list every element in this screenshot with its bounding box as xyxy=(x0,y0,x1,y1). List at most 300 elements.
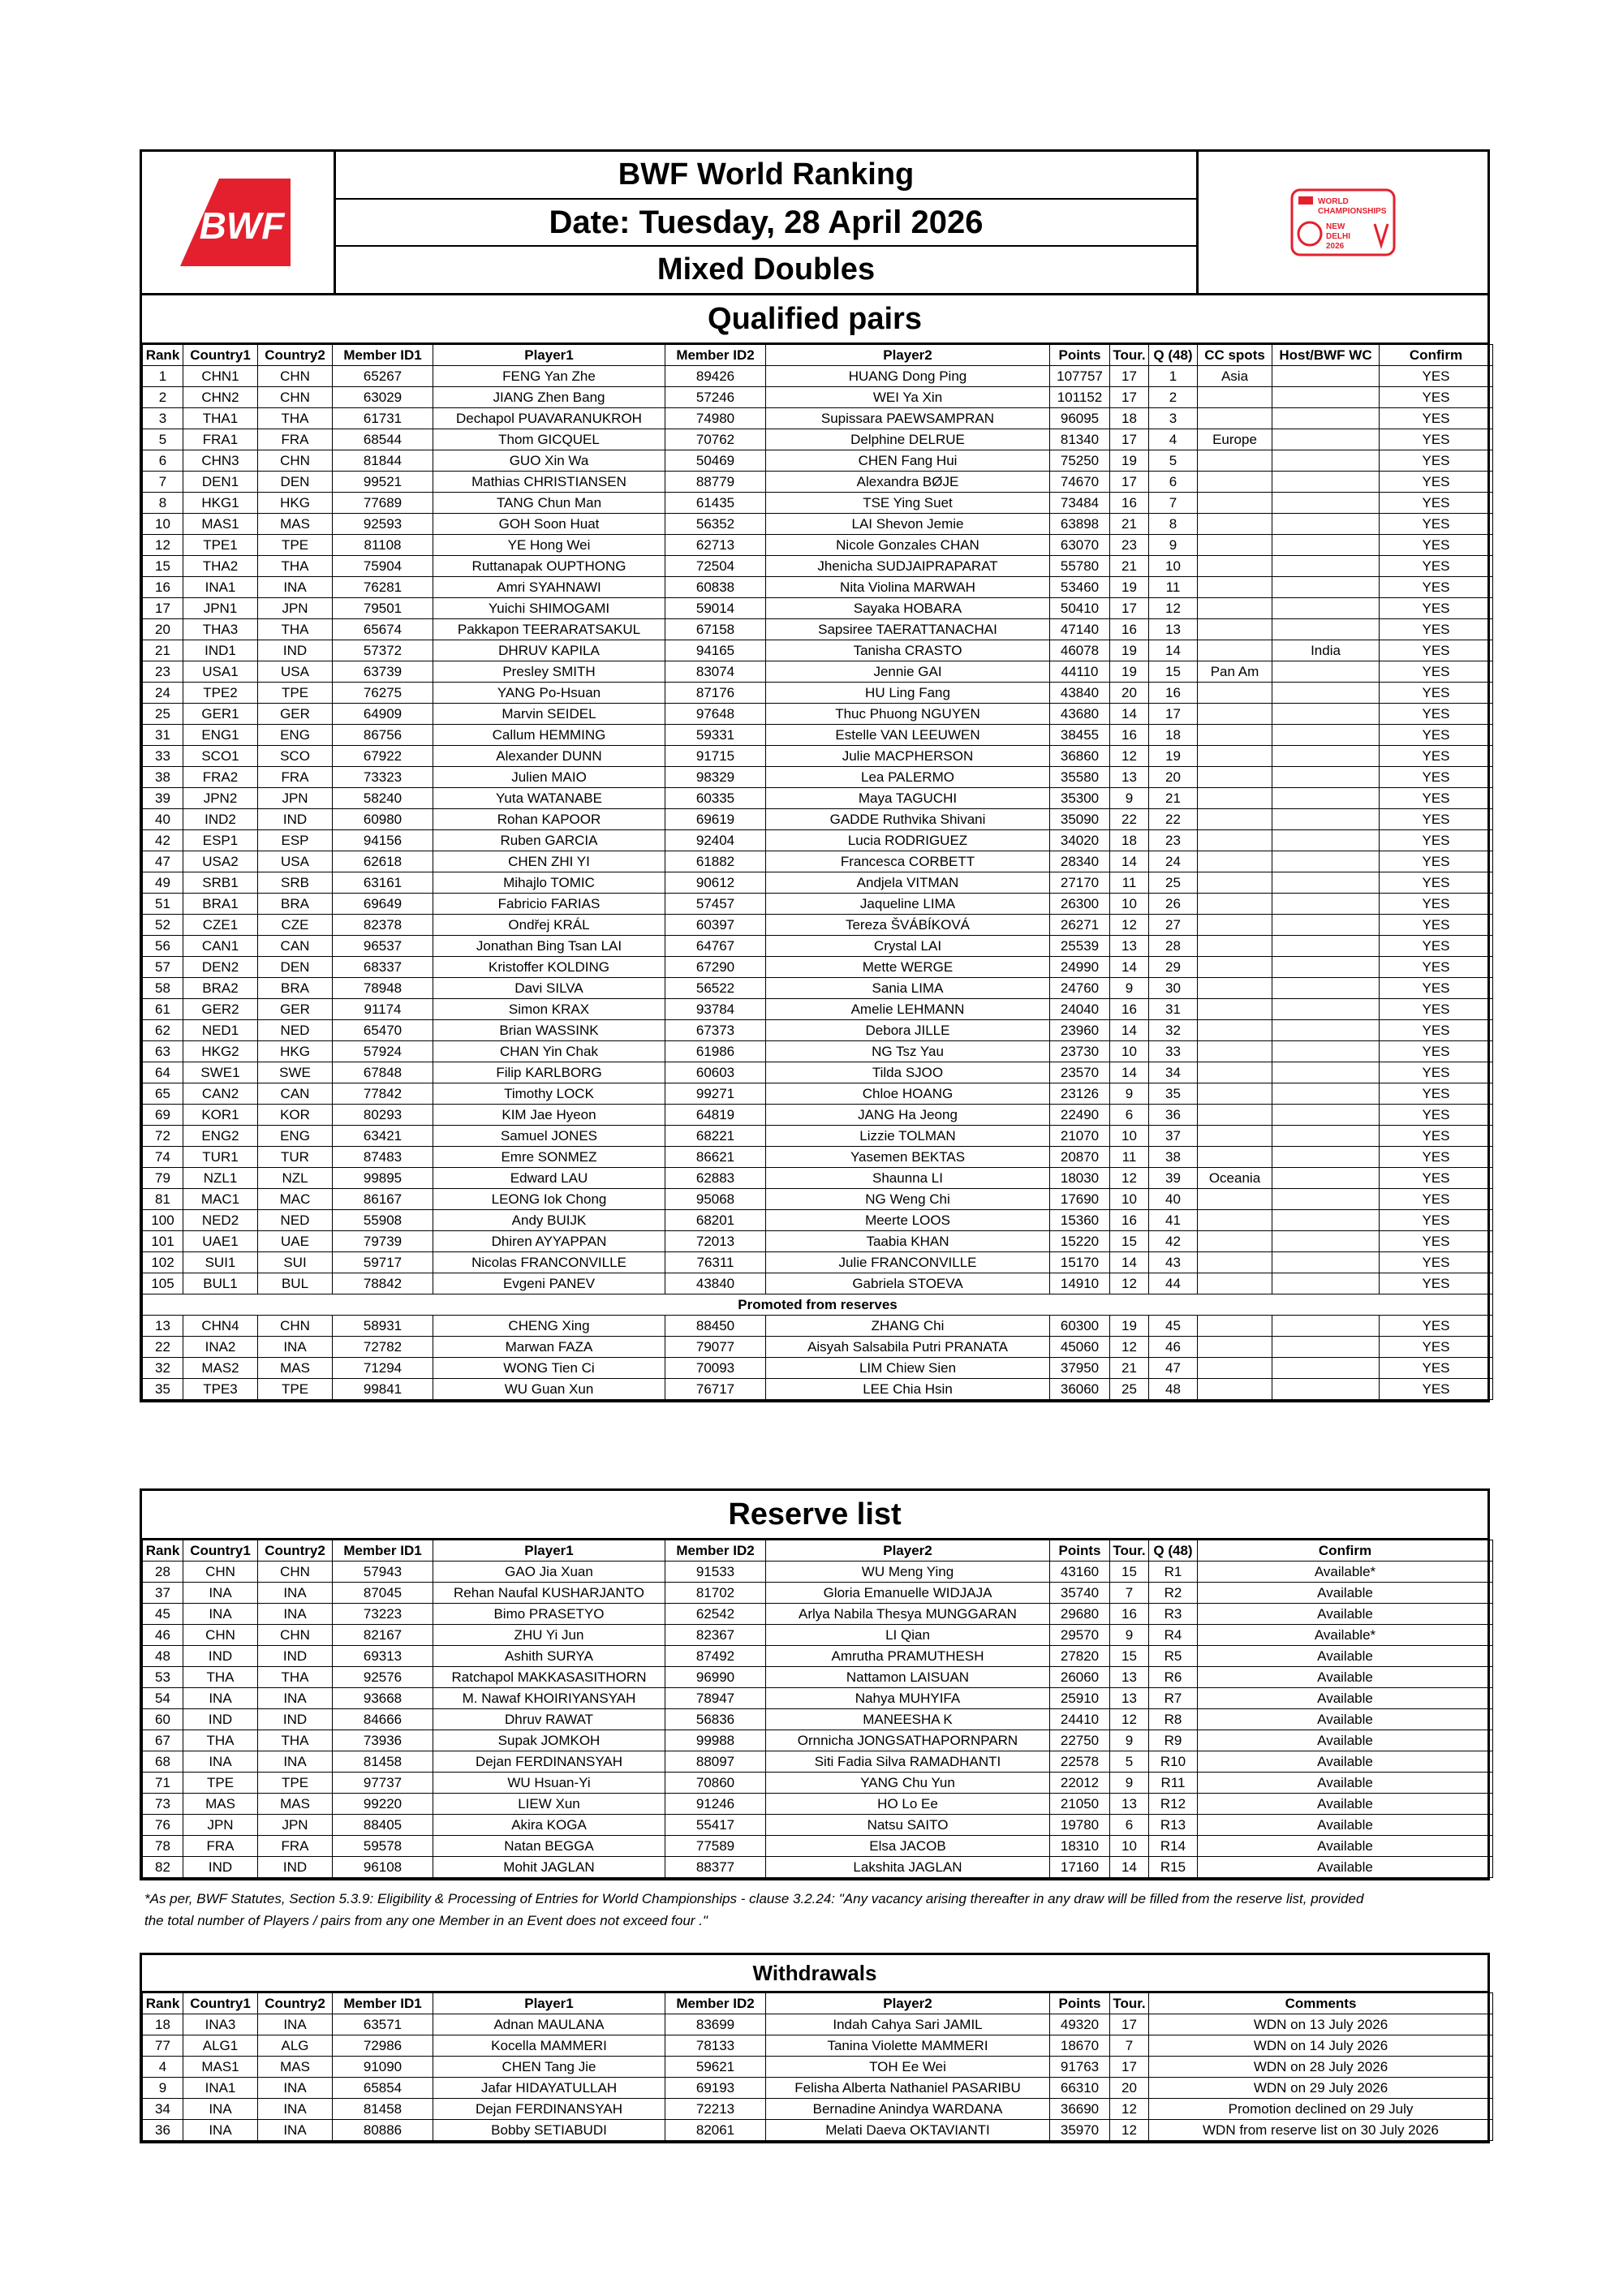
promoted-row xyxy=(143,1358,1493,1379)
qualified-cell: JANG Ha Jeong xyxy=(766,1105,1050,1126)
promoted-cell: 22 xyxy=(143,1337,183,1358)
qualified-cell: YES xyxy=(1380,1189,1493,1210)
reserve-cell: R7 xyxy=(1149,1688,1198,1709)
withdrawals-cell: CHEN Tang Jie xyxy=(433,2057,665,2078)
reserve-cell: 68 xyxy=(143,1751,183,1773)
qualified-cell: 62713 xyxy=(665,535,766,556)
qualified-cell xyxy=(1198,915,1272,936)
qualified-cell: NZL1 xyxy=(183,1168,258,1189)
qualified-cell: UAE xyxy=(258,1231,333,1252)
qualified-cell: FRA xyxy=(258,429,333,450)
reserve-cell: CHN xyxy=(258,1562,333,1583)
qualified-cell: 9 xyxy=(1110,1083,1149,1105)
reserve-cell: Available xyxy=(1198,1709,1493,1730)
reserve-cell: IND xyxy=(258,1709,333,1730)
qualified-cell: Sania LIMA xyxy=(766,978,1050,999)
reserve-cell: 60 xyxy=(143,1709,183,1730)
qualified-row xyxy=(143,619,1493,640)
qualified-cell: 12 xyxy=(143,535,183,556)
promoted-cell xyxy=(1198,1358,1272,1379)
qualified-cell: YES xyxy=(1380,915,1493,936)
withdrawals-cell: WDN on 14 July 2026 xyxy=(1149,2035,1493,2057)
reserve-cell: 59578 xyxy=(333,1836,433,1857)
withdrawals-cell: ALG1 xyxy=(183,2035,258,2057)
qualified-cell: 69 xyxy=(143,1105,183,1126)
reserve-cell: 6 xyxy=(1110,1815,1149,1836)
qualified-cell: 11 xyxy=(1110,1147,1149,1168)
qualified-cell: MAS xyxy=(258,514,333,535)
qualified-cell: YES xyxy=(1380,767,1493,788)
qualified-cell: Estelle VAN LEEUWEN xyxy=(766,725,1050,746)
reserve-cell: 16 xyxy=(1110,1604,1149,1625)
reserve-cell: R6 xyxy=(1149,1667,1198,1688)
promoted-cell xyxy=(1272,1358,1380,1379)
qualified-row xyxy=(143,429,1493,450)
reserve-cell: Nahya MUHYIFA xyxy=(766,1688,1050,1709)
qualified-cell: 46078 xyxy=(1050,640,1110,661)
reserve-cell: CHN xyxy=(183,1625,258,1646)
reserve-cell: 82167 xyxy=(333,1625,433,1646)
reserve-cell: 22578 xyxy=(1050,1751,1110,1773)
qualified-cell: 72 xyxy=(143,1126,183,1147)
qualified-cell: 15 xyxy=(143,556,183,577)
reserve-cell: IND xyxy=(258,1857,333,1878)
qualified-cell: 5 xyxy=(1149,450,1198,472)
qualified-cell xyxy=(1198,746,1272,767)
qualified-cell: Andy BUIJK xyxy=(433,1210,665,1231)
qualified-cell: Francesca CORBETT xyxy=(766,851,1050,872)
qualified-cell: YES xyxy=(1380,429,1493,450)
reserve-cell: 82367 xyxy=(665,1625,766,1646)
reserve-cell: CHN xyxy=(183,1562,258,1583)
qualified-cell: YES xyxy=(1380,1126,1493,1147)
qualified-cell: YES xyxy=(1380,851,1493,872)
qualified-cell: 61 xyxy=(143,999,183,1020)
qualified-cell xyxy=(1272,978,1380,999)
qualified-cell: SRB xyxy=(258,872,333,894)
qualified-cell: THA1 xyxy=(183,408,258,429)
reserve-header-row xyxy=(143,1540,1493,1562)
withdrawals-cell: Kocella MAMMERI xyxy=(433,2035,665,2057)
qualified-cell: Pan Am xyxy=(1198,661,1272,683)
promoted-cell xyxy=(1198,1316,1272,1337)
qualified-cell: 44110 xyxy=(1050,661,1110,683)
promoted-cell: 32 xyxy=(143,1358,183,1379)
reserve-cell: R9 xyxy=(1149,1730,1198,1751)
withdrawals-cell: 18 xyxy=(143,2014,183,2035)
qualified-cell: FRA1 xyxy=(183,429,258,450)
qualified-cell xyxy=(1198,978,1272,999)
qualified-cell: Debora JILLE xyxy=(766,1020,1050,1041)
reserve-cell: 19780 xyxy=(1050,1815,1110,1836)
qualified-cell: FRA xyxy=(258,767,333,788)
qualified-cell: Taabia KHAN xyxy=(766,1231,1050,1252)
qualified-cell: 60397 xyxy=(665,915,766,936)
qualified-cell: Europe xyxy=(1198,429,1272,450)
qualified-cell: 63029 xyxy=(333,387,433,408)
qualified-cell: 87176 xyxy=(665,683,766,704)
qualified-cell: 20870 xyxy=(1050,1147,1110,1168)
reserve-cell: Available xyxy=(1198,1730,1493,1751)
qualified-cell: GOH Soon Huat xyxy=(433,514,665,535)
reserve-cell: 24410 xyxy=(1050,1709,1110,1730)
qualified-cell xyxy=(1198,598,1272,619)
qualified-cell xyxy=(1198,788,1272,809)
qualified-cell: 35 xyxy=(1149,1083,1198,1105)
qualified-col-header: Host/BWF WC xyxy=(1272,345,1380,366)
qualified-row xyxy=(143,1273,1493,1294)
reserve-row xyxy=(143,1815,1493,1836)
qualified-cell: 21 xyxy=(1110,514,1149,535)
qualified-cell: 20 xyxy=(1149,767,1198,788)
qualified-cell: 1 xyxy=(1149,366,1198,387)
qualified-cell xyxy=(1272,999,1380,1020)
world-championships-logo xyxy=(1196,152,1487,293)
reserve-cell: 53 xyxy=(143,1667,183,1688)
qualified-cell: 57 xyxy=(143,957,183,978)
reserve-col-header: Points xyxy=(1050,1540,1110,1562)
qualified-cell xyxy=(1198,830,1272,851)
qualified-cell: 86621 xyxy=(665,1147,766,1168)
withdrawals-cell: 65854 xyxy=(333,2078,433,2099)
withdrawals-cell: MAS xyxy=(258,2057,333,2078)
reserve-cell: 13 xyxy=(1110,1667,1149,1688)
qualified-cell xyxy=(1272,767,1380,788)
withdrawals-cell: 12 xyxy=(1110,2099,1149,2120)
qualified-cell: 23730 xyxy=(1050,1041,1110,1062)
qualified-cell: 78948 xyxy=(333,978,433,999)
reserve-cell: 13 xyxy=(1110,1688,1149,1709)
reserve-cell: 45 xyxy=(143,1604,183,1625)
qualified-cell: 61882 xyxy=(665,851,766,872)
qualified-cell: 67158 xyxy=(665,619,766,640)
qualified-col-header: Player1 xyxy=(433,345,665,366)
qualified-cell: 15 xyxy=(1149,661,1198,683)
qualified-cell xyxy=(1198,1231,1272,1252)
qualified-cell: 36 xyxy=(1149,1105,1198,1126)
reserve-cell: 27820 xyxy=(1050,1646,1110,1667)
qualified-cell: THA xyxy=(258,619,333,640)
qualified-cell: 101152 xyxy=(1050,387,1110,408)
qualified-cell: 68337 xyxy=(333,957,433,978)
reserve-cell: Dhruv RAWAT xyxy=(433,1709,665,1730)
reserve-cell: WU Meng Ying xyxy=(766,1562,1050,1583)
qualified-cell: HUANG Dong Ping xyxy=(766,366,1050,387)
reserve-cell: Available xyxy=(1198,1794,1493,1815)
qualified-cell: 42 xyxy=(1149,1231,1198,1252)
qualified-cell: HU Ling Fang xyxy=(766,683,1050,704)
qualified-cell: 16 xyxy=(1110,619,1149,640)
qualified-cell: KIM Jae Hyeon xyxy=(433,1105,665,1126)
qualified-cell: ESP xyxy=(258,830,333,851)
qualified-cell: 19 xyxy=(1110,640,1149,661)
reserve-cell: 15 xyxy=(1110,1646,1149,1667)
svg-text:CHAMPIONSHIPS: CHAMPIONSHIPS xyxy=(1318,207,1387,216)
qualified-cell: 59331 xyxy=(665,725,766,746)
qualified-cell: 98329 xyxy=(665,767,766,788)
withdrawals-section xyxy=(140,1953,1490,2143)
document-header xyxy=(142,152,1487,295)
reserve-cell: INA xyxy=(258,1751,333,1773)
qualified-cell: 12 xyxy=(1110,746,1149,767)
promoted-cell: 47 xyxy=(1149,1358,1198,1379)
reserve-cell: 62542 xyxy=(665,1604,766,1625)
qualified-cell: YES xyxy=(1380,1273,1493,1294)
promoted-cell: WU Guan Xun xyxy=(433,1379,665,1400)
reserve-cell: 69313 xyxy=(333,1646,433,1667)
qualified-cell: 90612 xyxy=(665,872,766,894)
qualified-cell: 17 xyxy=(1110,387,1149,408)
withdrawals-cell: 20 xyxy=(1110,2078,1149,2099)
reserve-cell: 73 xyxy=(143,1794,183,1815)
promoted-cell: 37950 xyxy=(1050,1358,1110,1379)
qualified-cell xyxy=(1272,1041,1380,1062)
qualified-cell: 94156 xyxy=(333,830,433,851)
qualified-cell: 1 xyxy=(143,366,183,387)
qualified-cell: LEONG Iok Chong xyxy=(433,1189,665,1210)
qualified-cell: Edward LAU xyxy=(433,1168,665,1189)
qualified-row xyxy=(143,450,1493,472)
qualified-cell: THA xyxy=(258,408,333,429)
qualified-cell: 8 xyxy=(143,493,183,514)
promoted-cell: 60300 xyxy=(1050,1316,1110,1337)
qualified-cell: JIANG Zhen Bang xyxy=(433,387,665,408)
qualified-cell xyxy=(1198,851,1272,872)
reserve-cell: IND xyxy=(183,1646,258,1667)
qualified-cell xyxy=(1198,535,1272,556)
qualified-cell: 76275 xyxy=(333,683,433,704)
reserve-cell: 9 xyxy=(1110,1730,1149,1751)
reserve-cell: 73223 xyxy=(333,1604,433,1625)
qualified-cell: 6 xyxy=(143,450,183,472)
qualified-cell: WEI Ya Xin xyxy=(766,387,1050,408)
svg-text:NEW: NEW xyxy=(1326,222,1345,231)
qualified-cell: 49 xyxy=(143,872,183,894)
reserve-cell: 73936 xyxy=(333,1730,433,1751)
qualified-cell: 25539 xyxy=(1050,936,1110,957)
qualified-cell xyxy=(1272,725,1380,746)
promoted-cell: 35 xyxy=(143,1379,183,1400)
qualified-row xyxy=(143,999,1493,1020)
qualified-cell: FENG Yan Zhe xyxy=(433,366,665,387)
reserve-cell: 28 xyxy=(143,1562,183,1583)
qualified-cell: 42 xyxy=(143,830,183,851)
qualified-cell: 24 xyxy=(143,683,183,704)
qualified-cell: Presley SMITH xyxy=(433,661,665,683)
qualified-row xyxy=(143,1147,1493,1168)
qualified-cell: HKG2 xyxy=(183,1041,258,1062)
qualified-row xyxy=(143,1168,1493,1189)
qualified-cell: Evgeni PANEV xyxy=(433,1273,665,1294)
qualified-cell: LAI Shevon Jemie xyxy=(766,514,1050,535)
promoted-cell xyxy=(1198,1379,1272,1400)
reserve-row xyxy=(143,1688,1493,1709)
svg-text:BWF: BWF xyxy=(199,205,285,247)
qualified-cell: 43680 xyxy=(1050,704,1110,725)
withdrawals-col-header: Member ID2 xyxy=(665,1993,766,2014)
qualified-cell: 3 xyxy=(143,408,183,429)
promoted-cell xyxy=(1272,1337,1380,1358)
withdrawals-table xyxy=(142,1992,1493,2141)
qualified-cell xyxy=(1272,514,1380,535)
qualified-cell: YES xyxy=(1380,704,1493,725)
reserve-cell: 21050 xyxy=(1050,1794,1110,1815)
qualified-cell: 69649 xyxy=(333,894,433,915)
promoted-cell: 79077 xyxy=(665,1337,766,1358)
qualified-cell: 92593 xyxy=(333,514,433,535)
withdrawals-cell: 82061 xyxy=(665,2120,766,2141)
withdrawals-cell: 36690 xyxy=(1050,2099,1110,2120)
reserve-cell: Elsa JACOB xyxy=(766,1836,1050,1857)
qualified-cell: TANG Chun Man xyxy=(433,493,665,514)
reserve-cell: 26060 xyxy=(1050,1667,1110,1688)
withdrawals-row xyxy=(143,2057,1493,2078)
withdrawals-cell: Indah Cahya Sari JAMIL xyxy=(766,2014,1050,2035)
qualified-cell xyxy=(1272,493,1380,514)
qualified-cell: 81 xyxy=(143,1189,183,1210)
qualified-cell: YES xyxy=(1380,746,1493,767)
qualified-cell: Nicolas FRANCONVILLE xyxy=(433,1252,665,1273)
qualified-cell: GER1 xyxy=(183,704,258,725)
qualified-cell: 6 xyxy=(1110,1105,1149,1126)
qualified-cell xyxy=(1272,1105,1380,1126)
reserve-col-header: Confirm xyxy=(1198,1540,1493,1562)
withdrawals-col-header: Rank xyxy=(143,1993,183,2014)
reserve-cell: 57943 xyxy=(333,1562,433,1583)
qualified-cell: NG Weng Chi xyxy=(766,1189,1050,1210)
qualified-cell: CHN3 xyxy=(183,450,258,472)
qualified-cell: KOR1 xyxy=(183,1105,258,1126)
reserve-cell: Gloria Emanuelle WIDJAJA xyxy=(766,1583,1050,1604)
qualified-col-header: Country1 xyxy=(183,345,258,366)
qualified-row xyxy=(143,767,1493,788)
reserve-cell: 22012 xyxy=(1050,1773,1110,1794)
qualified-cell xyxy=(1272,450,1380,472)
qualified-cell: 56522 xyxy=(665,978,766,999)
qualified-row xyxy=(143,704,1493,725)
svg-text:WORLD: WORLD xyxy=(1318,197,1349,206)
qualified-cell: Shaunna LI xyxy=(766,1168,1050,1189)
qualified-cell: TPE xyxy=(258,535,333,556)
qualified-cell: THA2 xyxy=(183,556,258,577)
qualified-cell: 12 xyxy=(1149,598,1198,619)
reserve-cell: Amrutha PRAMUTHESH xyxy=(766,1646,1050,1667)
qualified-cell: 24760 xyxy=(1050,978,1110,999)
qualified-cell: 36860 xyxy=(1050,746,1110,767)
qualified-cell: Nita Violina MARWAH xyxy=(766,577,1050,598)
reserve-cell: 56836 xyxy=(665,1709,766,1730)
reserve-cell: FRA xyxy=(183,1836,258,1857)
reserve-row xyxy=(143,1562,1493,1583)
qualified-cell: YES xyxy=(1380,619,1493,640)
qualified-cell: GER xyxy=(258,999,333,1020)
qualified-cell: 27170 xyxy=(1050,872,1110,894)
promoted-cell: 19 xyxy=(1110,1316,1149,1337)
reserve-cell: THA xyxy=(258,1667,333,1688)
reserve-col-header: Q (48) xyxy=(1149,1540,1198,1562)
qualified-cell: CZE1 xyxy=(183,915,258,936)
qualified-cell: Yasemen BEKTAS xyxy=(766,1147,1050,1168)
reserve-cell: INA xyxy=(183,1583,258,1604)
qualified-cell: Julien MAIO xyxy=(433,767,665,788)
qualified-cell xyxy=(1272,1189,1380,1210)
qualified-cell: 44 xyxy=(1149,1273,1198,1294)
qualified-cell: 13 xyxy=(1149,619,1198,640)
qualified-cell: 33 xyxy=(1149,1041,1198,1062)
reserve-cell: YANG Chu Yun xyxy=(766,1773,1050,1794)
qualified-cell: 74 xyxy=(143,1147,183,1168)
reserve-cell: 55417 xyxy=(665,1815,766,1836)
qualified-row xyxy=(143,493,1493,514)
reserve-cell: Available xyxy=(1198,1667,1493,1688)
qualified-cell: GER2 xyxy=(183,999,258,1020)
qualified-cell: FRA2 xyxy=(183,767,258,788)
promoted-row xyxy=(143,1337,1493,1358)
qualified-cell: 22 xyxy=(1149,809,1198,830)
qualified-cell: 10 xyxy=(1110,1189,1149,1210)
qualified-row xyxy=(143,788,1493,809)
reserve-cell: IND xyxy=(258,1646,333,1667)
reserve-cell: 43160 xyxy=(1050,1562,1110,1583)
qualified-cell: JPN xyxy=(258,598,333,619)
reserve-cell: GAO Jia Xuan xyxy=(433,1562,665,1583)
qualified-cell: Lizzie TOLMAN xyxy=(766,1126,1050,1147)
withdrawals-cell: INA xyxy=(258,2078,333,2099)
qualified-row xyxy=(143,472,1493,493)
qualified-cell: 21070 xyxy=(1050,1126,1110,1147)
qualified-cell: DHRUV KAPILA xyxy=(433,640,665,661)
reserve-cell: 37 xyxy=(143,1583,183,1604)
qualified-cell: 24040 xyxy=(1050,999,1110,1020)
qualified-cell: 35580 xyxy=(1050,767,1110,788)
qualified-cell: 76281 xyxy=(333,577,433,598)
promoted-cell: YES xyxy=(1380,1337,1493,1358)
qualified-cell: 81108 xyxy=(333,535,433,556)
qualified-cell xyxy=(1198,1273,1272,1294)
qualified-cell: JPN2 xyxy=(183,788,258,809)
reserve-cell: INA xyxy=(258,1688,333,1709)
qualified-row xyxy=(143,725,1493,746)
qualified-row xyxy=(143,514,1493,535)
qualified-cell: 25 xyxy=(1149,872,1198,894)
reserve-cell: 99988 xyxy=(665,1730,766,1751)
qualified-cell xyxy=(1272,619,1380,640)
qualified-cell: 65674 xyxy=(333,619,433,640)
qualified-cell: YES xyxy=(1380,1168,1493,1189)
qualified-cell: 35300 xyxy=(1050,788,1110,809)
qualified-cell: Alexandra BØJE xyxy=(766,472,1050,493)
qualified-cell: Brian WASSINK xyxy=(433,1020,665,1041)
withdrawals-cell: Bernadine Anindya WARDANA xyxy=(766,2099,1050,2120)
qualified-cell: NED xyxy=(258,1020,333,1041)
qualified-cell: 94165 xyxy=(665,640,766,661)
qualified-cell: 8 xyxy=(1149,514,1198,535)
qualified-cell: CHN xyxy=(258,387,333,408)
qualified-cell: Kristoffer KOLDING xyxy=(433,957,665,978)
reserve-table xyxy=(142,1540,1493,1878)
qualified-cell: 65470 xyxy=(333,1020,433,1041)
qualified-cell xyxy=(1198,999,1272,1020)
qualified-cell: 60838 xyxy=(665,577,766,598)
qualified-cell: YES xyxy=(1380,450,1493,472)
withdrawals-cell: 77 xyxy=(143,2035,183,2057)
qualified-cell: 40 xyxy=(1149,1189,1198,1210)
withdrawals-col-header: Country2 xyxy=(258,1993,333,2014)
reserve-row xyxy=(143,1625,1493,1646)
qualified-cell: 64819 xyxy=(665,1105,766,1126)
qualified-row xyxy=(143,598,1493,619)
withdrawals-cell: 72986 xyxy=(333,2035,433,2057)
